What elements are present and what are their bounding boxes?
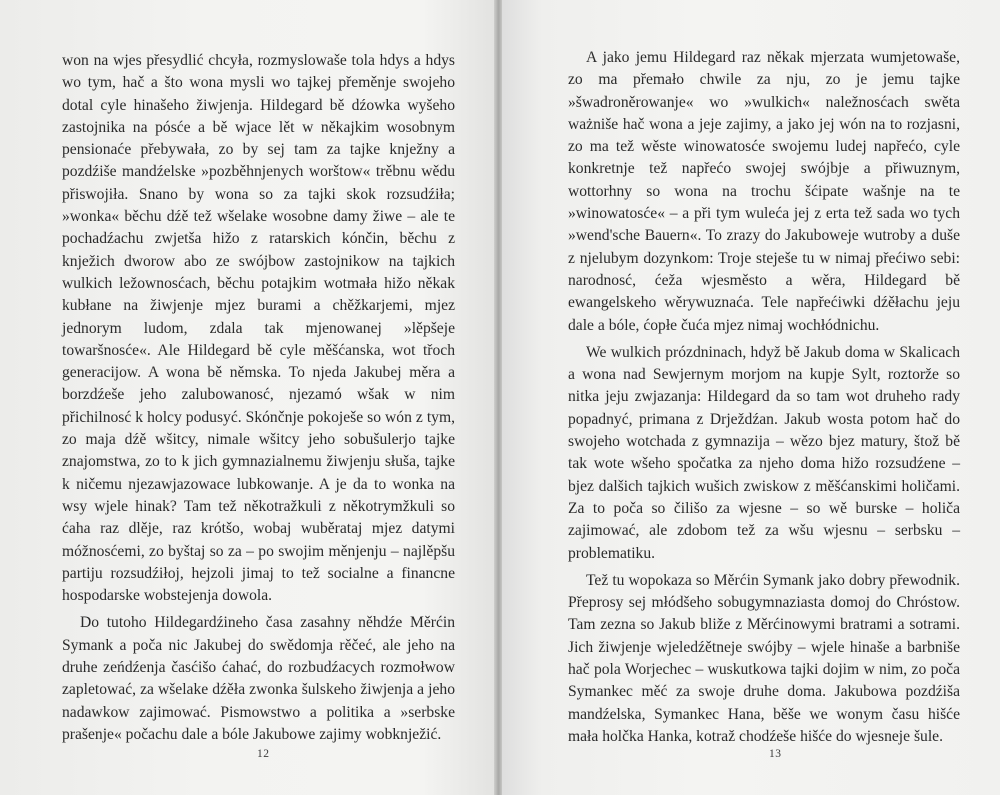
page-number: 12 — [257, 748, 270, 760]
paragraph: Do tutoho Hildegardźineho časa zasahny něhdźe Měrćin Symank a poča nic Jakubej do swědomja rěčeć, ale jeho na druhe zeńdźenja časćišo ćahać, do rozbudźacych rozmołwow zapletować, za wšelake dźěła zwonka šulskeho žiwjenja a jeho nadawkow zajimować. Pismowstwo a politika a »serbske prašenje« počachu dale a bóle Jakubowe zajimy wobknježić. — [62, 614, 455, 743]
right-page — [502, 0, 1000, 795]
page-number: 13 — [769, 748, 782, 760]
paragraph: Tež tu wopokaza so Měrćin Symank jako dobry přewodnik. Přeprosy sej młódšeho sobugymnaziasta domoj do Chróstow. Tam zezna so Jakub bliže z Měrćinowymi bratrami a sotrami. Jich žiwjenje wjeledźětneje swójby – wjele hinaše a barbnišе hač pola Worjechec – wuskutkowa tajki dojim w nim, zo poča Symankec měć za swoje druhe doma. Jakubowa pozdźiša mandźelska, Symankec Hana, běše we wonym času hišće mała holčka Hanka, kotraž chodźeše hišće do wjesneje šule. — [568, 571, 960, 745]
left-page-text — [62, 50, 455, 746]
paragraph: won na wjes přesydlić chcyła, rozmyslowaše tola hdys a hdys wo tym, hač a što wona mysli wo tajkej přeměnje swojeho dotal cyle hinašeho žiwjenja. Hildegard bě dźowka wyšeho zastojnika na pósće a bě wjace lět w někajkim wosobnym pensionaće přebywała, zo by sej tam za tajke knježny a pozdźiše mandźelske »pozběhnjenych worštow« trěbnu wědu přiswojiła. Snano by wona so za tajki skok rozsudźiła; »wonka« běchu dźě tež wšelake wosobne damy žiwe – ale te pochadźachu zwjetša hižo z ratarskich kónčin, běchu z knježich dworow abo ze swójbow zastojnikow na tajkich wulkich ležownosćach, běchu potajkim wotmała hižo někak kubłane na žiwjenje mjez burami a chěžkarjemi, mjez jednorym ludom, zdala tak mjenowanej »lěpšeje towaršnosće«. Ale Hildegard bě cyle měšćanska, wot třoch generacijow. A wona bě němska. To njeda Jakubej měra a borzdźeše jeho zalubowanosć, njezamó wšak w nim přichilnosć k holcy podusyć. Skónčnje pokoješe so wón z tym, zo maja dźě wšitcy, nimale wšitcy jeho sobušulerjo tajke znajomstwa, zo to k jich gymnazialnemu žiwjenju słuša, tajke k ničemu njezawjazowace lubkowanje. A je da to wonka na wsy wjele hinak? Tam tež někotražkuli z někotrymžkuli so ćaha raz dlěje, raz krótšo, wobaj wuběrataj mjez datymi móžnosćemi, zo byštaj so za – po swojim měnjenju – najlěpšu partiju rozsudźiłoj, hejzoli jimaj to tež socialne a financne hospodarske wobstejenja dowola. — [62, 52, 455, 605]
paragraph: A jako jemu Hildegard raz někak mjerzata wumjetowaše, zo ma přemało chwile za nju, zo je jemu tajke »šwadroněrowanje« wo »wulkich« naležnosćach swěta ważnišе hač wona a jeje zajimy, a jako jej wón na to rozjasni, zo ma tež wěste winowatosće swojemu ludej napřećo, cyle konkretnje tež napřećo swojej swójbje a přiwuznym, wottorhny so wona na trochu šćipate wašnje na te »winowatosće« – a při tym wulećа jej z erta tež sada wo tych »wend'sche Bauern«. To zrazy do Jakuboweje wutroby a duše z njelubym dozynkom: Troje steješe tu w nimaj přećiwo sebi: narodnosć, ćeža wjesměsto a wěra, Hildegard bě ewangelskeho wěrywuznaća. Tele napřećiwki dźěłachu jeju dale a bóle, ćopłe čuća mjez nimaj wochłódnichu. — [568, 49, 960, 334]
paragraph: We wulkich prózdninach, hdyž bě Jakub doma w Skalicach a wona nad Sewjernym morjom na kupje Sylt, roztorže so nitka jeju zwjazanja: Hildegard da so tam wot druheho rady popadnyć, primana z Drježdźan. Jakub wosta potom hač do swojeho wotchada z gymnazija – wězo bjez matury, štož bě tak wote wšeho spočatka za njeho doma hižo rozsudźene – bjez dalšich tajkich wušich zwiskow z měšćanskimi holičami. Za to poča so čilišo za wjesne – so wě burske – holiča zajimować, ale zdobom tež za wšu wjesnu – serbsku – problematiku. — [568, 343, 960, 562]
left-page — [0, 0, 497, 795]
right-page-text — [568, 47, 960, 748]
